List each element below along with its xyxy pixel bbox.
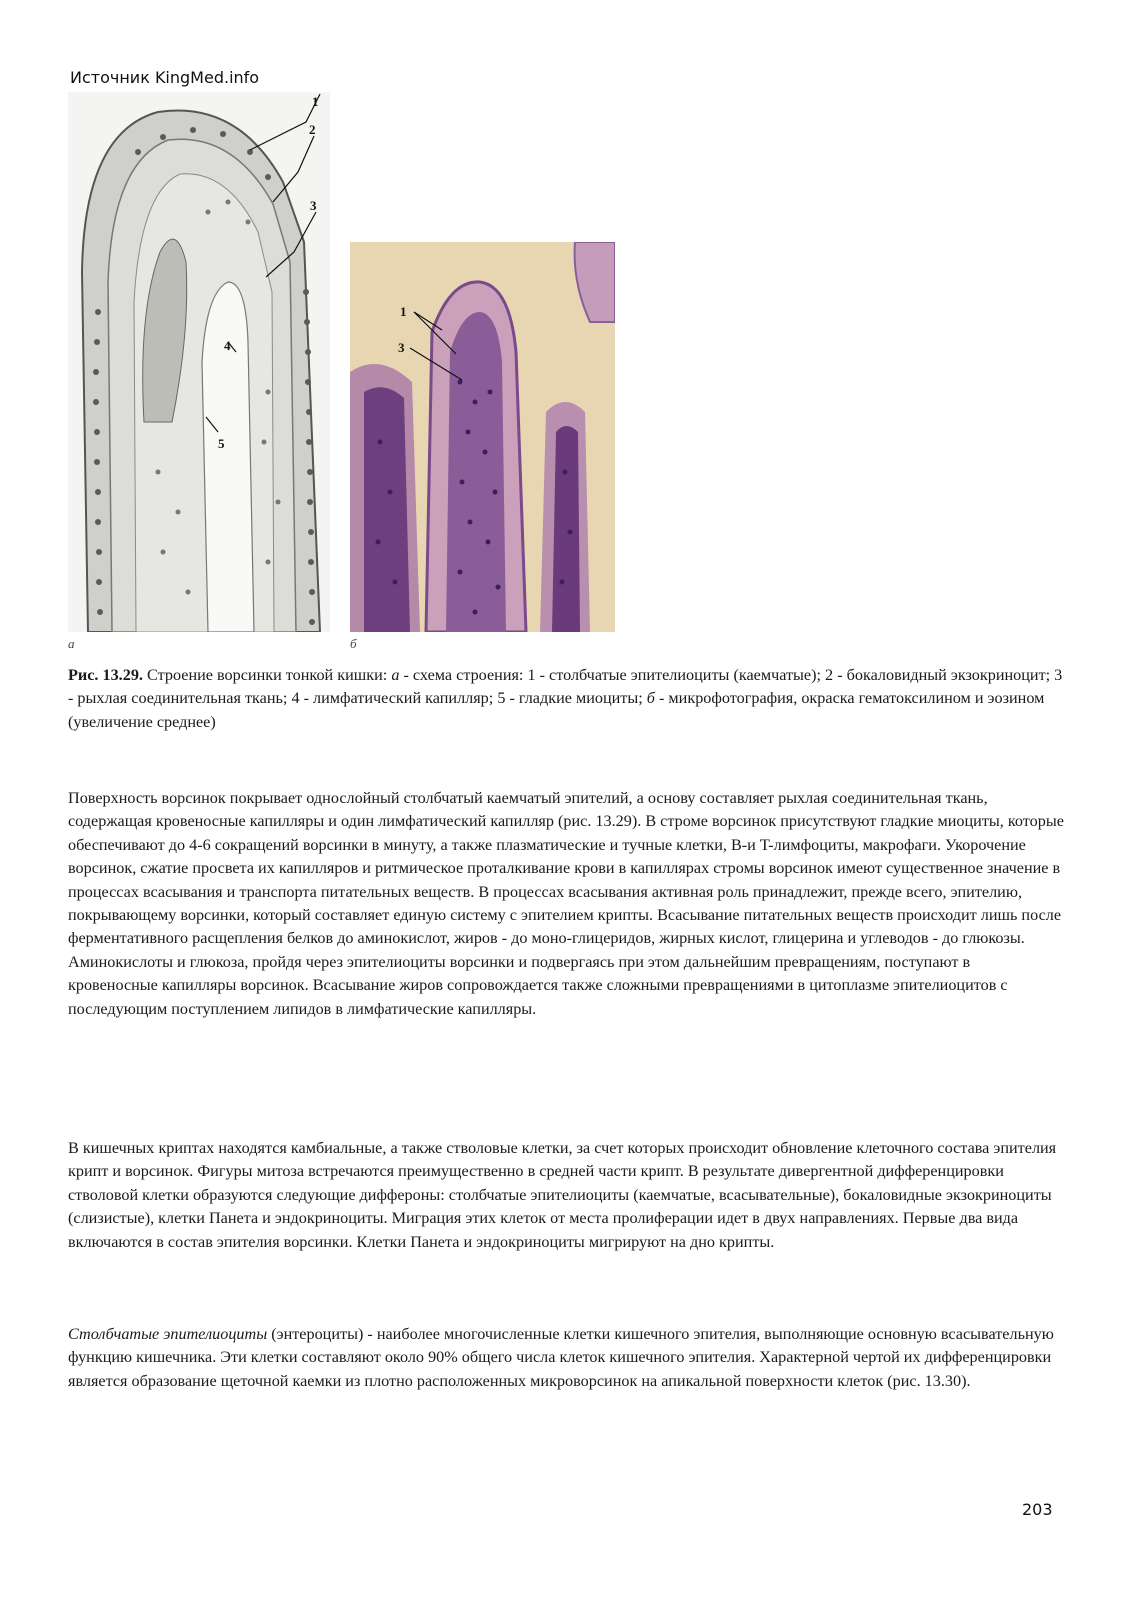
fig-a-label-4: 4	[224, 338, 231, 353]
villus-micrograph-image	[350, 242, 615, 632]
figure-panel-b-letter: б	[350, 636, 357, 651]
fig-b-label-3: 3	[398, 340, 405, 355]
fig-a-label-2: 2	[309, 122, 316, 137]
figure-panel-a-drawing	[68, 92, 330, 632]
term-columnar-epitheliocytes: Столбчатые эпителиоциты	[68, 1325, 268, 1343]
fig-a-label-5: 5	[218, 436, 225, 451]
paragraph-crypt-cells: В кишечных криптах находятся камбиальные, а также стволовые клетки, за счет которых происходит обновление клеточного состава эпителия крипт и ворсинок. Фигуры митоза встречаются преимущественно в средней части крипт. В результате дивергентной дифференцировки стволовой клетки образуются следующие диффероны: столбчатые эпителиоциты (каемчатые, всасывательные), бокаловидные экзокриноциты (слизистые), клетки Панета и эндокриноциты. Миграция этих клеток от места пролиферации идет в двух направлениях. Первые два вида включаются в состав эпителия ворсинки. Клетки Панета и эндокриноциты мигрируют на дно крипты.	[68, 1139, 1057, 1251]
caption-text-2: - схема строения: 1 - столбчатые эпителиоциты (каемчатые); 2 - бокаловидный экзокриноцит; 3 - рыхлая соединительная ткань; 4 - лимфатический капилляр; 5 - гладкие миоциты;	[68, 666, 1063, 708]
page-number: 203	[1022, 1500, 1053, 1519]
fig-a-label-1: 1	[312, 94, 319, 109]
caption-letter-b: б	[646, 689, 655, 708]
figure-number: Рис. 13.29.	[68, 666, 143, 684]
caption-text-1: Строение ворсинки тонкой кишки:	[142, 666, 392, 684]
fig-b-label-1: 1	[400, 304, 407, 319]
figure-panel-b-micrograph	[350, 242, 615, 632]
paragraph-villus-surface: Поверхность ворсинок покрывает однослойный столбчатый каемчатый эпителий, а основу составляет рыхлая соединительная ткань, содержащая кровеносные капилляры и один лимфатический капилляр (рис. 13.29). В строме ворсинок присутствуют гладкие миоциты, которые обеспечивают до 4-6 сокращений ворсинки в минуту, а также плазматические и тучные клетки, B-и T-лимфоциты, макрофаги. Укорочение ворсинок, сжатие просвета их капилляров и ритмическое проталкивание крови в капиллярах стромы ворсинок имеют существенное значение в процессах всасывания и транспорта питательных веществ. В процессах всасывания активная роль принадлежит, прежде всего, эпителию, покрывающему ворсинки, который составляет единую систему с эпителием крипты. Всасывание питательных веществ происходит лишь после ферментативного расщепления белков до аминокислот, жиров - до моно-глицеридов, жирных кислот, глицерина и углеводов - до глюкозы. Аминокислоты и глюкоза, пройдя через эпителиоциты ворсинки и подвергаясь при этом дальнейшим превращениям, поступают в кровеносные капилляры ворсинок. Всасывание жиров сопровождается также сложными превращениями в цитоплазме эпителиоцитов с последующим поступлением липидов в лимфатические капилляры.	[68, 789, 1064, 1018]
figure-caption	[68, 664, 1064, 734]
paragraph-3-text: (энтероциты) - наиболее многочисленные клетки кишечного эпителия, выполняющие основную всасывательную функцию кишечника. Эти клетки составляют около 90% общего числа клеток кишечного эпителия. Характерной чертой их дифференцировки является образование щеточной каемки из плотно расположенных микроворсинок на апикальной поверхности клеток (рис. 13.30).	[68, 1325, 1054, 1390]
fig-a-label-3: 3	[310, 198, 317, 213]
paragraph-columnar-epithelium	[68, 1323, 1064, 1393]
source-header: Источник KingMed.info	[70, 68, 260, 87]
caption-letter-a: а	[391, 666, 400, 684]
caption-text-3: - микрофотография, окраска гематоксилином и эозином (увеличение среднее)	[68, 689, 1045, 731]
figure-panel-a-letter: а	[68, 636, 75, 651]
villus-schematic-illustration	[68, 92, 330, 632]
